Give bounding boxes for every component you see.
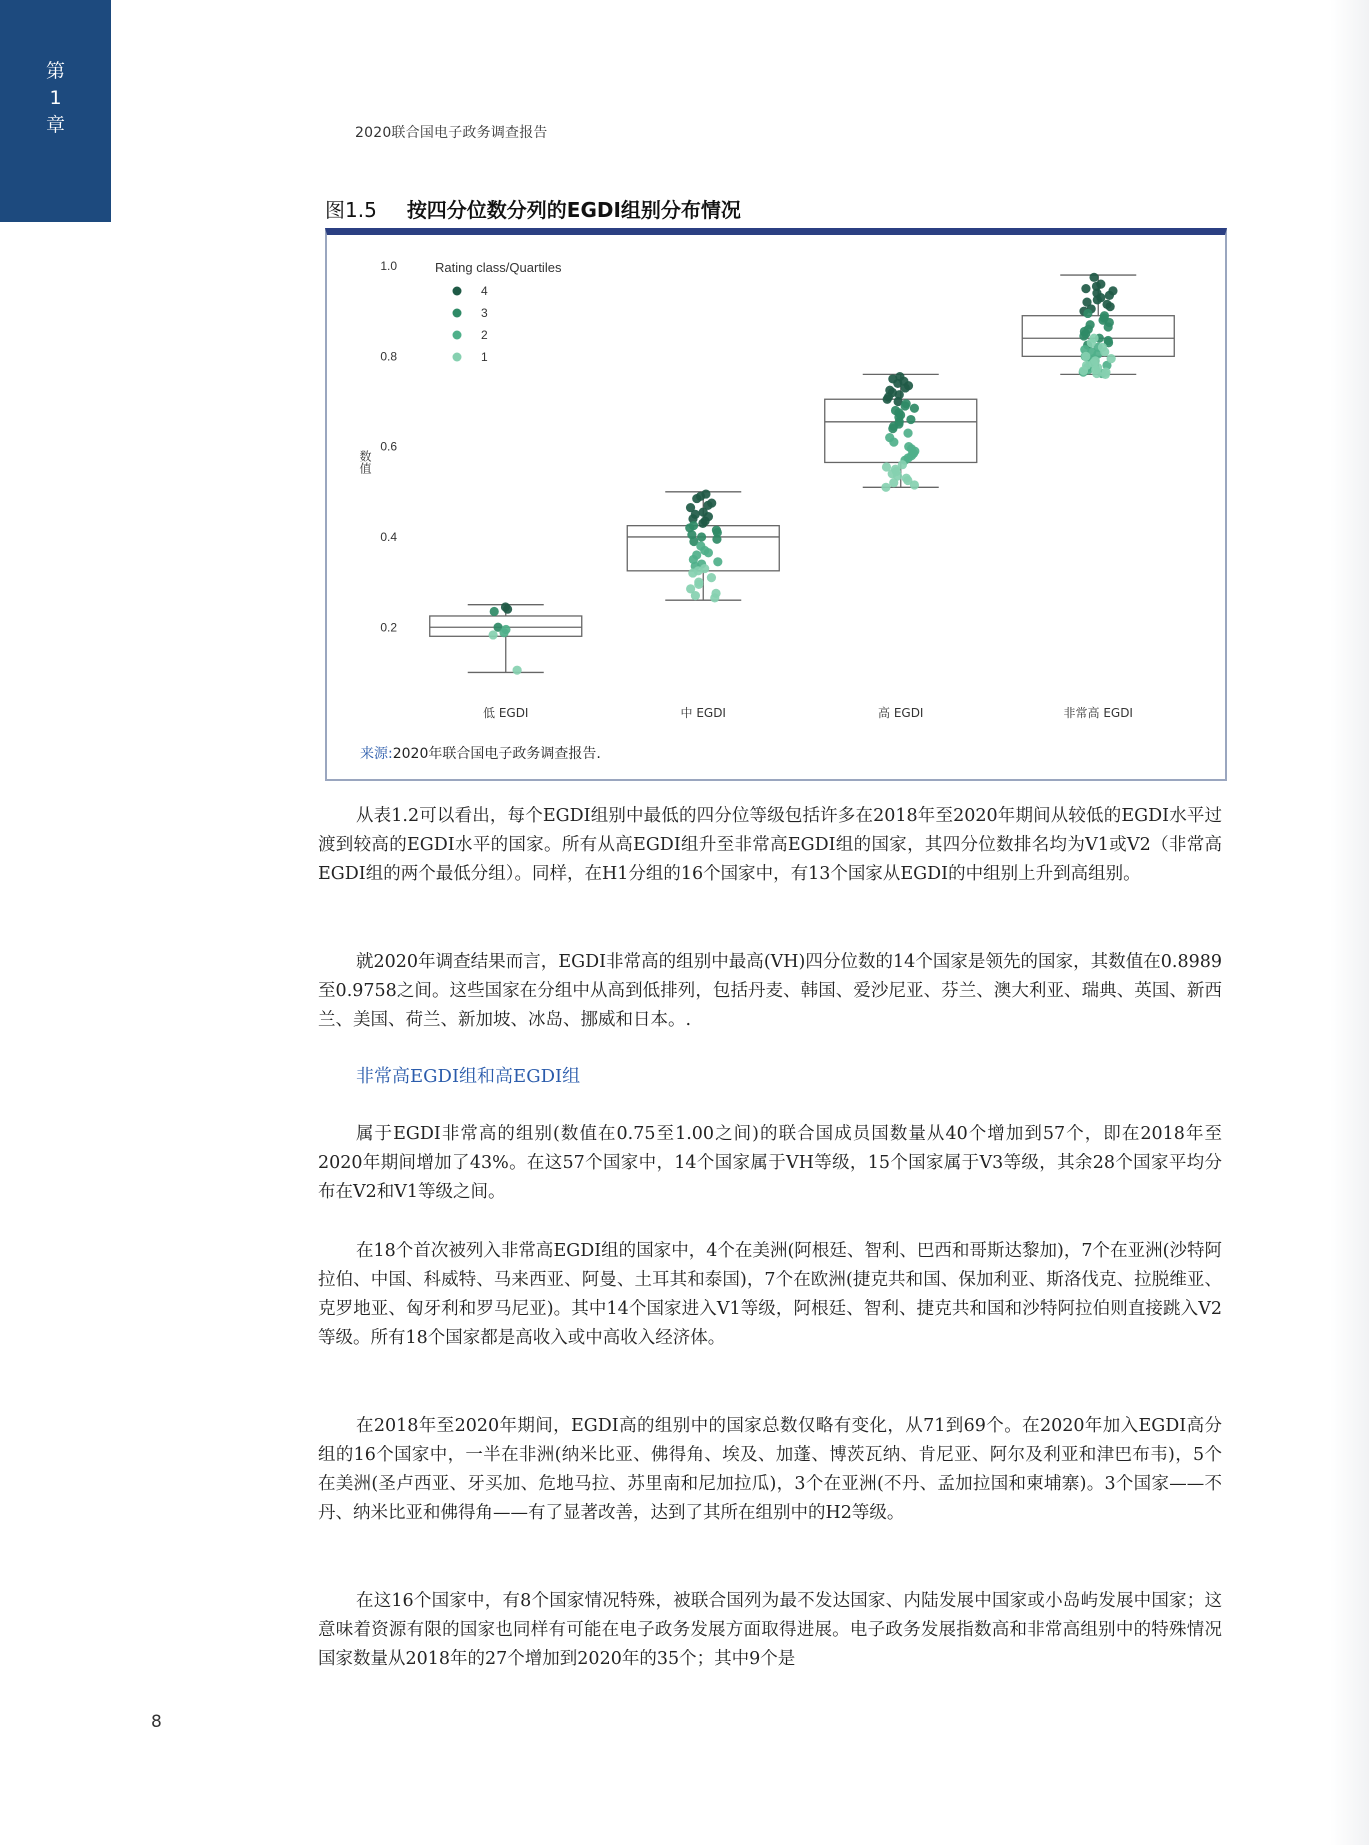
data-point bbox=[1089, 359, 1098, 368]
y-tick-label: 1.0 bbox=[380, 259, 397, 274]
legend-label: 4 bbox=[481, 284, 488, 298]
x-tick-label: 非常高 EGDI bbox=[1063, 706, 1133, 720]
data-point bbox=[707, 573, 716, 582]
paragraph-2 bbox=[318, 948, 1222, 1035]
data-point bbox=[888, 424, 897, 433]
paragraph-6-text: 在这16个国家中，有8个国家情况特殊，被联合国列为最不发达国家、内陆发展中国家或小岛屿发展中国家；这意味着资源有限的国家也同样有可能在电子政务发展方面取得进展。电子政务发展指数高和非常高组别中的特殊情况国家数量从2018年的27个增加到2020年的35个；其中9个是 bbox=[318, 1591, 1222, 1669]
data-point bbox=[1089, 334, 1098, 343]
legend-label: 1 bbox=[481, 350, 488, 364]
data-point bbox=[910, 480, 919, 489]
chapter-label-1: 第 bbox=[45, 60, 65, 82]
legend-marker bbox=[453, 353, 462, 362]
data-point bbox=[1079, 366, 1088, 375]
x-tick-label: 中 EGDI bbox=[680, 706, 726, 720]
y-tick-label: 0.4 bbox=[380, 529, 397, 544]
chapter-tab bbox=[0, 0, 111, 222]
paragraph-3-text: 属于EGDI非常高的组别(数值在0.75至1.00之间)的联合国成员国数量从40个增加到57个，即在2018年至2020年期间增加了43%。在这57个国家中，14个国家属于VH等级，15个国家属于V3等级，其余28个国家平均分布在V2和V1等级之间。 bbox=[318, 1124, 1222, 1202]
legend-marker bbox=[453, 287, 462, 296]
data-point bbox=[910, 404, 919, 413]
figure-frame bbox=[325, 228, 1227, 781]
x-tick-label: 高 EGDI bbox=[878, 706, 924, 720]
data-point bbox=[1081, 352, 1090, 361]
paragraph-6 bbox=[318, 1587, 1222, 1674]
data-point bbox=[490, 607, 499, 616]
data-point bbox=[1081, 284, 1090, 293]
x-tick-label: 低 EGDI bbox=[483, 706, 529, 720]
data-point bbox=[1106, 302, 1115, 311]
page-number: 8 bbox=[151, 1712, 162, 1732]
paragraph-5 bbox=[318, 1412, 1222, 1528]
paragraph-2-text: 就2020年调查结果而言，EGDI非常高的组别中最高(VH)四分位数的14个国家是领先的国家，其数值在0.8989至0.9758之间。这些国家在分组中从高到低排列，包括丹麦、韩国、爱沙尼亚、芬兰、澳大利亚、瑞典、英国、新西兰、美国、荷兰、新加坡、冰岛、挪威和日本。. bbox=[318, 952, 1222, 1030]
paragraph-4-text: 在18个首次被列入非常高EGDI组的国家中，4个在美洲(阿根廷、智利、巴西和哥斯达黎加)，7个在亚洲(沙特阿拉伯、中国、科威特、马来西亚、阿曼、土耳其和泰国)，7个在欧洲(捷克共和国、保加利亚、斯洛伐克、拉脱维亚、克罗地亚、匈牙利和罗马尼亚)。其中14个国家进入V1等级，阿根廷、智利、捷克共和国和沙特阿拉伯则直接跳入V2等级。所有18个国家都是高收入或中高收入经济体。 bbox=[318, 1241, 1222, 1348]
data-point bbox=[513, 666, 522, 675]
data-point bbox=[1083, 309, 1092, 318]
legend-label: 2 bbox=[481, 328, 488, 342]
legend-marker bbox=[453, 331, 462, 340]
box-1 bbox=[430, 605, 582, 673]
paragraph-4 bbox=[318, 1237, 1222, 1353]
data-point bbox=[1098, 343, 1107, 352]
data-point bbox=[503, 605, 512, 614]
data-point bbox=[906, 415, 915, 424]
data-point bbox=[713, 557, 722, 566]
y-tick-label: 0.2 bbox=[380, 620, 397, 635]
data-point bbox=[1092, 369, 1101, 378]
source-label: 来源: bbox=[360, 746, 393, 762]
paragraph-1-text: 从表1.2可以看出，每个EGDI组别中最低的四分位等级包括许多在2018年至2020年期间从较低的EGDI水平过渡到较高的EGDI水平的国家。所有从高EGDI组升至非常高EGDI组的国家，其四分位数排名均为V1或V2（非常高EGDI组的两个最低分组）。同样，在H1分组的16个国家中，有13个国家从EGDI的中组别上升到高组别。 bbox=[318, 806, 1222, 884]
data-point bbox=[889, 438, 898, 447]
figure-title bbox=[325, 194, 741, 223]
chapter-label-2: 章 bbox=[45, 114, 65, 136]
data-point bbox=[1079, 331, 1088, 340]
data-point bbox=[1101, 370, 1110, 379]
data-point bbox=[697, 532, 706, 541]
legend-marker bbox=[453, 309, 462, 318]
figure-title-text: 按四分位数分列的EGDI组别分布情况 bbox=[406, 198, 741, 222]
legend-title: Rating class/Quartiles bbox=[435, 260, 562, 275]
data-point bbox=[501, 625, 510, 634]
data-point bbox=[903, 429, 912, 438]
paragraph-5-text: 在2018年至2020年期间，EGDI高的组别中的国家总数仅略有变化，从71到69个。在2020年加入EGDI高分组的16个国家中，一半在非洲(纳米比亚、佛得角、埃及、加蓬、博茨瓦纳、肯尼亚、阿尔及利亚和津巴布韦)，5个在美洲(圣卢西亚、牙买加、危地马拉、苏里南和尼加拉瓜)，3个在亚洲(不丹、孟加拉国和柬埔寨)。3个国家——不丹、纳米比亚和佛得角——有了显著改善，达到了其所在组别中的H2等级。 bbox=[318, 1416, 1222, 1523]
data-point bbox=[688, 568, 697, 577]
figure-source bbox=[360, 743, 601, 763]
data-point bbox=[712, 535, 721, 544]
paragraph-3 bbox=[318, 1120, 1222, 1207]
data-point bbox=[691, 591, 700, 600]
y-tick-label: 0.6 bbox=[380, 439, 397, 454]
y-axis-label: 数值 bbox=[358, 450, 372, 474]
legend-label: 3 bbox=[481, 306, 488, 320]
data-point bbox=[694, 580, 703, 589]
source-text: 2020年联合国电子政务调查报告. bbox=[392, 746, 601, 762]
data-point bbox=[1105, 291, 1114, 300]
data-point bbox=[883, 395, 892, 404]
data-point bbox=[889, 478, 898, 487]
y-tick-label: 0.8 bbox=[380, 349, 397, 364]
data-point bbox=[692, 494, 701, 503]
running-header: 2020联合国电子政务调查报告 bbox=[355, 125, 548, 141]
box-plot-chart bbox=[327, 235, 1225, 779]
data-point bbox=[1093, 295, 1102, 304]
data-point bbox=[881, 483, 890, 492]
page-edge-shadow bbox=[1330, 0, 1369, 1845]
paragraph-1 bbox=[318, 802, 1222, 889]
data-point bbox=[704, 548, 713, 557]
chapter-number: 1 bbox=[49, 87, 62, 109]
data-point bbox=[1089, 273, 1098, 282]
data-point bbox=[489, 630, 498, 639]
data-point bbox=[1107, 354, 1116, 363]
section-subheading: 非常高EGDI组和高EGDI组 bbox=[356, 1066, 581, 1087]
data-point bbox=[710, 593, 719, 602]
data-point bbox=[698, 519, 707, 528]
figure-number: 图1.5 bbox=[325, 198, 377, 222]
data-point bbox=[1104, 322, 1113, 331]
data-point bbox=[901, 401, 910, 410]
